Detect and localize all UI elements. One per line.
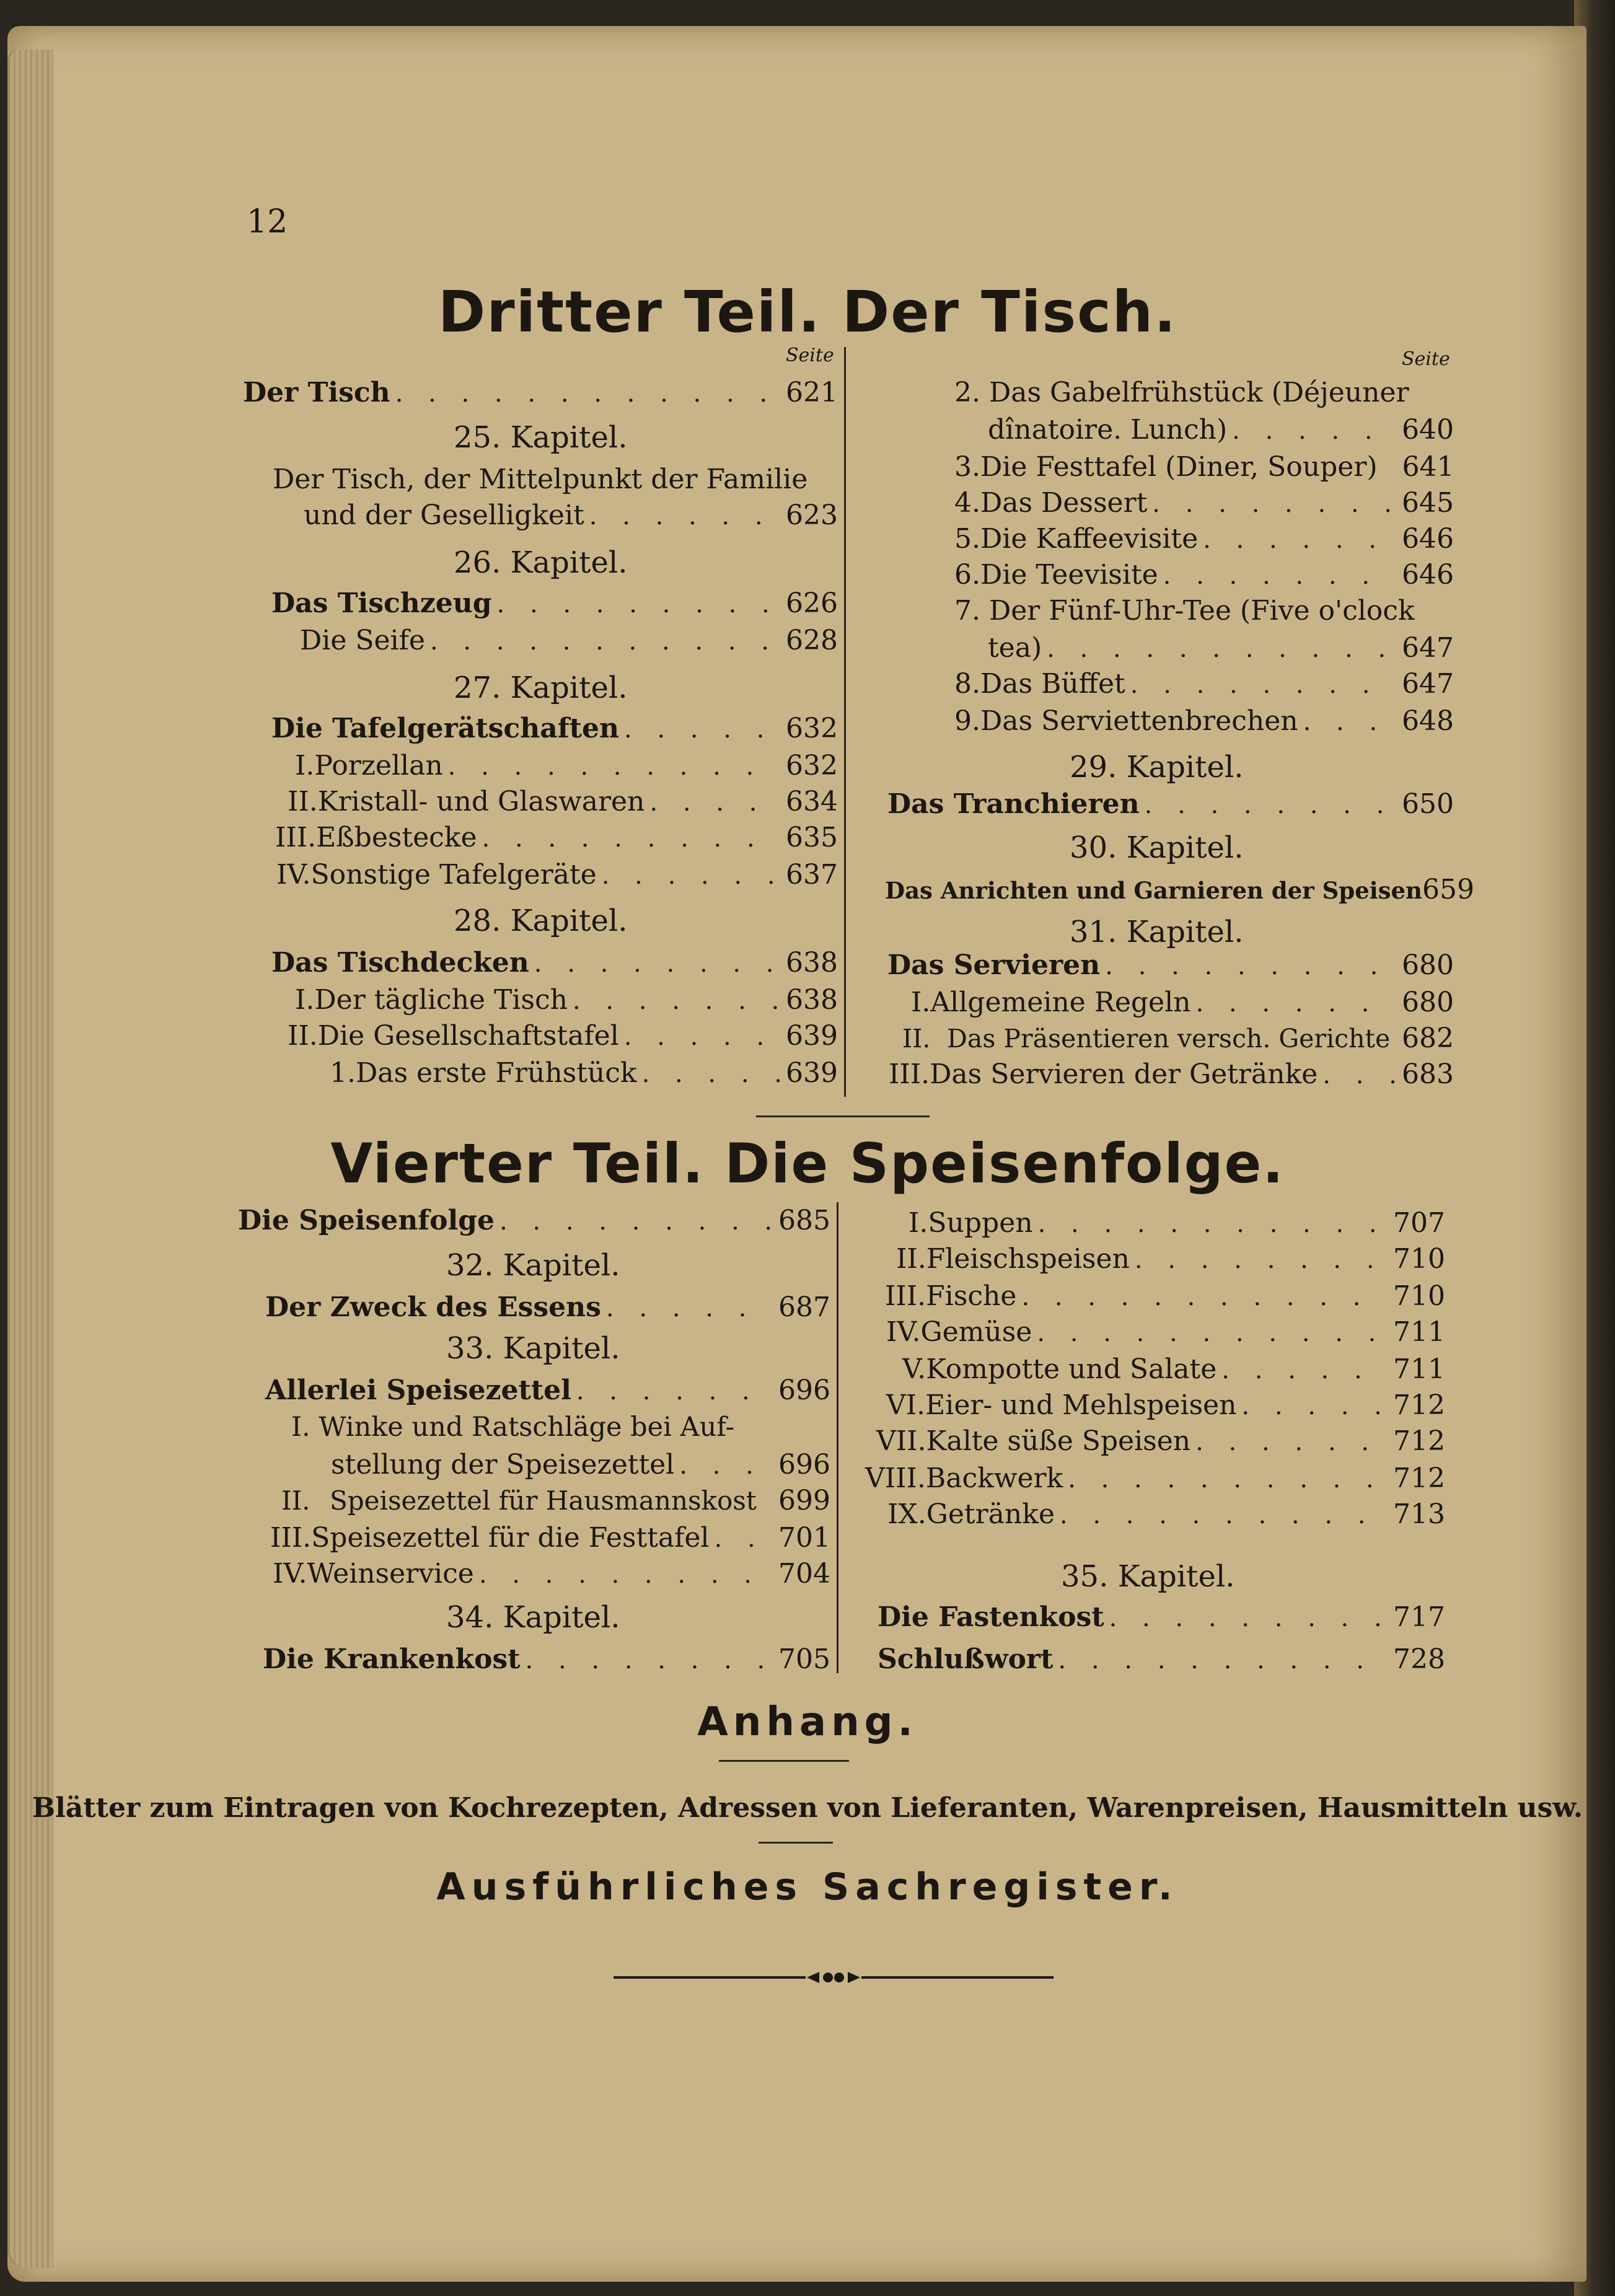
- toc-entry[interactable]: [988, 632, 1454, 664]
- toc-entry-numeral: 4.: [954, 487, 980, 519]
- toc-entry-page: 626: [786, 587, 838, 619]
- toc-entry-numeral: II.: [281, 1485, 310, 1516]
- toc-entry-page: 711: [1393, 1316, 1445, 1348]
- toc-entry[interactable]: [300, 627, 838, 654]
- toc-entry-numeral: 8.: [954, 668, 980, 700]
- toc-entry-label: Kalte süße Speisen: [926, 1425, 1191, 1457]
- toc-entry-numeral: I.: [909, 1207, 928, 1239]
- toc-entry-page: 647: [1402, 668, 1454, 700]
- toc-entry-numeral: VI.: [886, 1389, 926, 1421]
- toc-entry-label: Die Festtafel (Diner, Souper): [980, 451, 1378, 483]
- toc-entry-page: 701: [778, 1522, 830, 1554]
- toc-entry-numeral: IV.: [273, 1558, 307, 1590]
- toc-entry-label: tea): [988, 632, 1042, 664]
- toc-entry-numeral: 9.: [954, 705, 980, 737]
- dot-leader: [482, 826, 781, 851]
- toc-entry-label: Fleischspeisen: [926, 1243, 1130, 1275]
- toc-entry-page: 639: [786, 1020, 838, 1052]
- toc-entry[interactable]: [271, 587, 838, 619]
- toc-entry-label: Getränke: [926, 1498, 1055, 1530]
- toc-entry[interactable]: [885, 874, 1474, 905]
- toc-entry-label: Schlußwort: [878, 1643, 1054, 1675]
- dot-leader: [1145, 793, 1397, 817]
- toc-entry-numeral: I.: [295, 984, 315, 1016]
- ornament-rule: [614, 1968, 1054, 1987]
- toc-entry-numeral: 6.: [954, 559, 980, 591]
- toc-entry-numeral: II.: [288, 1020, 318, 1052]
- toc-entry-page: 659: [1422, 874, 1474, 905]
- toc-entry-label: Das Büffet: [980, 668, 1125, 700]
- toc-entry-page: 641: [1402, 451, 1454, 483]
- toc-entry-label: Fische: [926, 1280, 1017, 1312]
- toc-entry-page: 646: [1402, 559, 1454, 591]
- toc-entry-numeral: IV.: [276, 859, 311, 891]
- toc-entry-label: Die Kaffeevisite: [980, 523, 1199, 555]
- dot-leader: [395, 381, 781, 406]
- toc-entry[interactable]: [896, 1243, 1445, 1275]
- page-number: 12: [247, 203, 288, 240]
- toc-entry-page: 712: [1393, 1389, 1445, 1421]
- ornament-diamond-left: [807, 1972, 819, 1983]
- chapter-heading: 31. Kapitel.: [1070, 915, 1244, 949]
- toc-entry[interactable]: [304, 499, 838, 531]
- ornament-diamond-right: [848, 1972, 860, 1983]
- toc-entry[interactable]: [954, 705, 1454, 737]
- toc-entry[interactable]: [876, 1425, 1445, 1457]
- dot-leader: [1021, 1285, 1388, 1309]
- toc-entry-page: 621: [786, 377, 838, 408]
- toc-entry-label: Die Seife: [300, 625, 425, 656]
- chapter-heading: 28. Kapitel.: [454, 904, 628, 938]
- dot-leader: [497, 592, 781, 617]
- toc-entry-numeral: I.: [911, 987, 931, 1018]
- toc-entry-label: Kristall- und Glaswaren: [317, 786, 645, 817]
- dot-leader: [679, 1453, 773, 1478]
- dot-leader: [1135, 1247, 1388, 1272]
- dot-leader: [624, 717, 781, 742]
- toc-entry-page: 696: [778, 1449, 830, 1480]
- toc-entry-label: Das Tranchieren: [887, 788, 1140, 820]
- toc-entry-numeral: II.: [902, 1024, 931, 1053]
- toc-entry-numeral: IV.: [886, 1316, 921, 1348]
- chapter-heading: 32. Kapitel.: [446, 1248, 620, 1283]
- dot-leader: [1038, 1212, 1388, 1236]
- chapter-heading: 27. Kapitel.: [454, 671, 628, 705]
- dot-leader: [606, 1296, 773, 1321]
- dot-leader: [1203, 527, 1397, 552]
- toc-entry-page: 635: [786, 822, 838, 853]
- toc-entry-label: Speisezettel für die Festtafel: [311, 1522, 710, 1554]
- toc-entry-label: Eier- und Mehlspeisen: [925, 1389, 1237, 1421]
- toc-entry[interactable]: [276, 861, 838, 889]
- toc-entry-page: 696: [778, 1375, 830, 1406]
- toc-entry-label: Die Fastenkost: [878, 1601, 1104, 1633]
- toc-entry[interactable]: [275, 824, 838, 851]
- toc-entry-page: 638: [786, 947, 838, 979]
- toc-entry-numeral: I.: [295, 750, 315, 781]
- part4-title: Vierter Teil. Die Speisenfolge.: [330, 1132, 1285, 1195]
- toc-entry-line[interactable]: 2. Das Gabelfrühstück (Déjeuner: [954, 377, 1409, 408]
- chapter-heading: 30. Kapitel.: [1070, 830, 1244, 865]
- section-rule: [756, 1115, 930, 1117]
- chapter-heading: 35. Kapitel.: [1061, 1559, 1235, 1594]
- toc-entry-page: 646: [1402, 523, 1454, 555]
- dot-leader: [1105, 954, 1397, 979]
- toc-entry-page: 712: [1393, 1425, 1445, 1457]
- dot-leader: [589, 504, 781, 529]
- toc-entry[interactable]: [265, 1291, 830, 1323]
- toc-entry-numeral: II.: [896, 1243, 926, 1275]
- toc-entry[interactable]: [243, 379, 838, 407]
- toc-entry[interactable]: [295, 752, 838, 780]
- toc-entry-label: Porzellan: [314, 750, 443, 781]
- toc-entry-label: stellung der Speisezettel: [331, 1449, 675, 1480]
- toc-entry-numeral: III.: [889, 1058, 930, 1090]
- toc-entry-page: 712: [1393, 1462, 1445, 1494]
- toc-entry[interactable]: [889, 1058, 1454, 1090]
- toc-entry-numeral: III.: [885, 1280, 926, 1312]
- toc-entry-page: 638: [786, 984, 838, 1016]
- toc-entry[interactable]: [886, 1389, 1445, 1421]
- toc-entry[interactable]: [273, 1560, 830, 1588]
- toc-entry[interactable]: [988, 416, 1454, 444]
- toc-entry-label: Das Servieren der Getränke: [930, 1058, 1318, 1090]
- chapter-heading: 29. Kapitel.: [1070, 750, 1244, 785]
- toc-entry-page: 705: [778, 1643, 830, 1675]
- dot-leader: [1232, 418, 1397, 443]
- toc-entry-page: 648: [1402, 705, 1454, 737]
- dot-leader: [526, 1648, 774, 1673]
- ornament-dot: [834, 1973, 844, 1982]
- dot-leader: [1068, 1467, 1388, 1492]
- toc-entry[interactable]: [911, 989, 1454, 1016]
- part3-title: Dritter Teil. Der Tisch.: [438, 279, 1177, 345]
- toc-entry-label: und der Geselligkeit: [304, 499, 584, 531]
- toc-entry[interactable]: [885, 1280, 1445, 1312]
- toc-entry-page: 639: [786, 1057, 838, 1089]
- toc-entry-numeral: 5.: [954, 523, 980, 555]
- toc-entry[interactable]: [887, 788, 1454, 820]
- toc-entry[interactable]: [954, 668, 1454, 700]
- toc-entry-numeral: VIII.: [865, 1462, 926, 1494]
- toc-entry-page: 710: [1393, 1243, 1445, 1275]
- dot-leader: [499, 1209, 773, 1234]
- dot-leader: [1195, 991, 1397, 1016]
- toc-entry-label: Das Tischdecken: [271, 947, 529, 979]
- toc-entry[interactable]: [263, 1643, 830, 1675]
- toc-entry-label: Kompotte und Salate: [926, 1353, 1217, 1385]
- toc-entry-label: Die Tafelgerätschaften: [271, 713, 619, 744]
- sachregister-title[interactable]: Ausführliches Sachregister.: [436, 1865, 1179, 1909]
- chapter-heading: 26. Kapitel.: [454, 545, 628, 580]
- dot-leader: [649, 790, 781, 815]
- toc-entry-label: Das Tischzeug: [271, 587, 492, 619]
- dot-leader: [1241, 1394, 1388, 1419]
- dot-leader: [1152, 491, 1397, 516]
- toc-entry[interactable]: [331, 1451, 830, 1479]
- toc-entry-line[interactable]: Der Tisch, der Mittelpunkt der Familie: [273, 464, 808, 495]
- toc-entry-label: Speisezettel für Hausmannskost: [330, 1485, 757, 1516]
- toc-entry-label: Allgemeine Regeln: [930, 987, 1191, 1018]
- toc-entry-label: Der tägliche Tisch: [314, 984, 568, 1016]
- toc-entry[interactable]: [238, 1207, 830, 1234]
- toc-entry[interactable]: [878, 1643, 1445, 1675]
- dot-leader: [1037, 1321, 1388, 1345]
- toc-entry-page: 704: [778, 1558, 830, 1590]
- toc-entry-label: Das erste Frühstück: [355, 1057, 637, 1089]
- toc-entry-label: Das Präsentieren versch. Gerichte: [947, 1024, 1391, 1053]
- toc-entry-label: Die Krankenkost: [263, 1643, 521, 1675]
- dot-leader: [448, 754, 781, 779]
- toc-entry-label: Weinservice: [307, 1558, 474, 1590]
- toc-entry-label: Der Tisch: [243, 377, 390, 408]
- toc-entry-page: 707: [1393, 1207, 1445, 1239]
- toc-entry[interactable]: [295, 984, 838, 1016]
- toc-entry-page: 623: [786, 499, 838, 531]
- dot-leader: [1163, 563, 1397, 588]
- toc-entry-page: 632: [786, 750, 838, 781]
- dot-leader: [576, 1379, 773, 1404]
- toc-entry-label: Suppen: [928, 1207, 1033, 1239]
- toc-entry-page: 717: [1393, 1601, 1445, 1633]
- toc-entry-label: Gemüse: [920, 1316, 1032, 1348]
- toc-entry-numeral: III.: [270, 1522, 312, 1554]
- toc-entry[interactable]: [902, 1025, 1454, 1052]
- toc-entry[interactable]: [954, 523, 1454, 555]
- toc-entry-page: 645: [1402, 487, 1454, 519]
- toc-entry-page: 647: [1402, 632, 1454, 664]
- dot-leader: [1221, 1358, 1388, 1383]
- toc-entry-numeral: V.: [902, 1353, 926, 1385]
- section-rule: [719, 1760, 849, 1762]
- dot-leader: [1195, 1430, 1388, 1454]
- toc-entry-page: 699: [778, 1485, 830, 1516]
- toc-entry[interactable]: [909, 1207, 1445, 1239]
- toc-entry-label: Die Gesellschaftstafel: [317, 1020, 619, 1052]
- toc-entry-page: 637: [786, 859, 838, 891]
- toc-entry-label: Backwerk: [925, 1462, 1063, 1494]
- toc-entry-numeral: 3.: [954, 451, 980, 483]
- toc-entry[interactable]: [954, 451, 1454, 483]
- toc-entry[interactable]: [887, 1498, 1445, 1530]
- toc-entry-line[interactable]: 7. Der Fünf-Uhr-Tee (Five o'clock: [954, 595, 1415, 627]
- toc-entry[interactable]: [886, 1316, 1445, 1348]
- toc-entry-label: Die Speisenfolge: [238, 1205, 495, 1236]
- toc-entry-line[interactable]: I. Winke und Ratschläge bei Auf-: [291, 1412, 735, 1443]
- toc-entry[interactable]: [281, 1487, 830, 1515]
- toc-entry[interactable]: [288, 788, 838, 816]
- toc-entry[interactable]: [330, 1057, 838, 1089]
- dot-leader: [715, 1526, 774, 1551]
- dot-leader: [430, 629, 781, 654]
- toc-entry[interactable]: [271, 715, 838, 742]
- ornament-dot: [823, 1973, 833, 1982]
- toc-entry-numeral: II.: [288, 786, 318, 817]
- toc-entry-label: Das Servieren: [887, 949, 1101, 981]
- toc-entry-page: 634: [786, 786, 838, 817]
- anhang-notes[interactable]: Blätter zum Eintragen von Kochrezepten, Adressen von Lieferanten, Warenpreisen, Hausmitteln usw.: [32, 1792, 1583, 1824]
- toc-entry[interactable]: [954, 561, 1454, 589]
- dot-leader: [624, 1024, 781, 1049]
- toc-entry[interactable]: [265, 1377, 830, 1404]
- toc-entry[interactable]: [878, 1601, 1445, 1633]
- toc-entry-page: 685: [778, 1205, 830, 1236]
- dot-leader: [573, 988, 781, 1013]
- toc-entry[interactable]: [954, 487, 1454, 519]
- toc-entry-label: Das Serviettenbrechen: [980, 705, 1298, 737]
- toc-entry-label: Die Teevisite: [980, 559, 1158, 591]
- toc-entry-page: 680: [1402, 949, 1454, 981]
- toc-entry[interactable]: [270, 1524, 830, 1552]
- toc-entry[interactable]: [865, 1462, 1445, 1494]
- dot-leader: [1109, 1606, 1388, 1630]
- dot-leader: [1058, 1648, 1388, 1673]
- toc-entry-numeral: IX.: [887, 1498, 926, 1530]
- toc-entry-page: 682: [1402, 1023, 1454, 1054]
- toc-entry[interactable]: [288, 1020, 838, 1052]
- toc-entry-label: dînatoire. Lunch): [988, 414, 1228, 446]
- seite-label-right: Seite: [1402, 348, 1450, 370]
- toc-entry-page: 710: [1393, 1280, 1445, 1312]
- toc-entry-numeral: III.: [275, 822, 317, 853]
- dot-leader: [534, 951, 781, 976]
- chapter-heading: 34. Kapitel.: [446, 1600, 620, 1635]
- toc-entry-page: 632: [786, 713, 838, 744]
- chapter-heading: 33. Kapitel.: [446, 1331, 620, 1366]
- toc-entry-page: 687: [778, 1291, 830, 1323]
- dot-leader: [1322, 1063, 1397, 1088]
- toc-entry-page: 680: [1402, 987, 1454, 1018]
- dot-leader: [1303, 710, 1397, 734]
- toc-entry-label: Eßbestecke: [316, 822, 477, 853]
- toc-entry-page: 628: [786, 625, 838, 656]
- toc-entry-label: Das Anrichten und Garnieren der Speisen: [885, 877, 1422, 904]
- toc-entry-label: Das Dessert: [980, 487, 1148, 519]
- dot-leader: [1060, 1503, 1388, 1528]
- toc-entry-page: 713: [1393, 1498, 1445, 1530]
- toc-entry[interactable]: [887, 949, 1454, 981]
- section-rule: [759, 1842, 833, 1844]
- dot-leader: [1130, 672, 1397, 697]
- toc-entry-numeral: 1.: [330, 1057, 356, 1089]
- toc-entry-page: 728: [1393, 1643, 1445, 1675]
- toc-entry[interactable]: [902, 1353, 1445, 1385]
- anhang-title: Anhang.: [697, 1699, 918, 1745]
- toc-entry[interactable]: [271, 949, 838, 977]
- dot-leader: [1047, 636, 1397, 661]
- toc-entry-page: 711: [1393, 1353, 1445, 1385]
- toc-entry-label: Allerlei Speisezettel: [265, 1375, 571, 1406]
- toc-entry-numeral: VII.: [876, 1425, 926, 1457]
- chapter-heading: 25. Kapitel.: [454, 420, 628, 455]
- seite-label-left: Seite: [786, 345, 834, 366]
- dot-leader: [602, 863, 781, 888]
- toc-entry-label: Sonstige Tafelgeräte: [310, 859, 597, 891]
- toc-entry-page: 640: [1402, 414, 1454, 446]
- toc-entry-page: 683: [1402, 1058, 1454, 1090]
- dot-leader: [479, 1562, 773, 1587]
- toc-entry-page: 650: [1402, 788, 1454, 820]
- column-divider-part4: [837, 1202, 838, 1673]
- dot-leader: [642, 1062, 781, 1086]
- toc-entry-label: Der Zweck des Essens: [265, 1291, 601, 1323]
- column-divider-part3: [844, 347, 846, 1097]
